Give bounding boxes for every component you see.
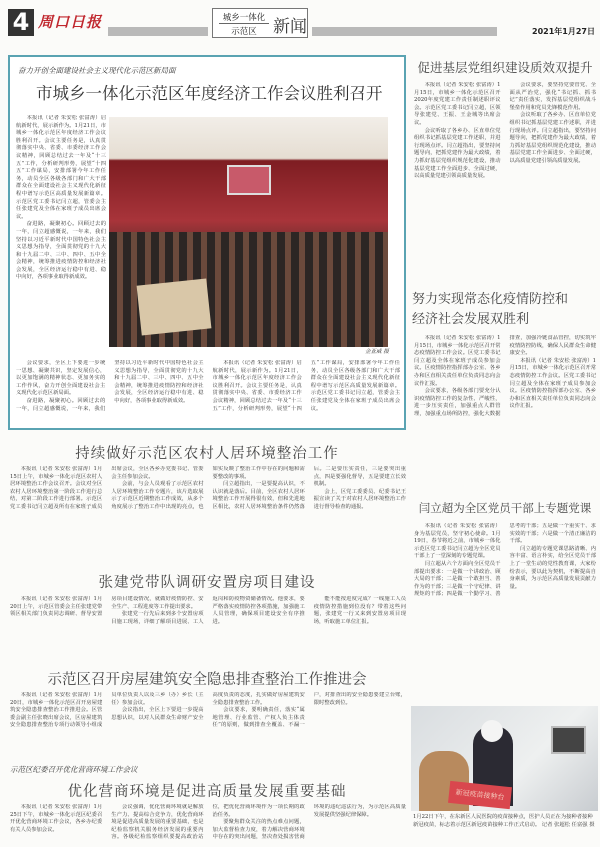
nurse-cap bbox=[481, 720, 503, 742]
paragraph: 本报讯（记者 朱安松 张富涛）1月15日，市城乡一体化示范区召开2020年度党建工作责任制述职评议会。示范区党工委书记闫立超，区领导张建党、王振、王金城等出席会议。 bbox=[414, 82, 501, 126]
section-bottom: 示范区 bbox=[231, 27, 257, 37]
paragraph: 能不能按进度完成？一线施工人员疫情防控措施到位没有？带着这些问题，张建党一行又来到安置房项目现场，听取施工单位汇报。 bbox=[313, 596, 406, 625]
photo-credit: 金亚威 摄 bbox=[365, 349, 389, 355]
article-housing-body bbox=[10, 596, 406, 658]
paragraph: 会议要求，要明确责任，落实“属地管理、行业监管、产权人负主体责任”的原则，做到排查全覆盖、不漏一户，对排查出的安全隐患要建立台账，限时整改到位。 bbox=[212, 692, 406, 729]
paragraph: 会议要求，全区上下要进一步统一思想、凝聚共识，坚定发展信心，以更加饱满的精神状态、更加务实的工作作风，奋力开创全面建设社会主义现代化示范区新局面。 bbox=[16, 360, 106, 397]
lead-title: 市城乡一体化示范区年度经济工作会议胜利召开 bbox=[36, 84, 383, 103]
paragraph: 奋进路，凝聚初心。回顾过去的一年，闫立超感慨说，一年来，我们坚持以习近平新时代中国特色社会主义思想为指导，全面贯彻党的十九大和十九届二中、三中、四中、五中全会精神，统筹推进疫情防控和经济社会发展，全区经济运行稳中有进、稳中向好，各项事业取得新成效。 bbox=[16, 221, 106, 281]
article-rural-body bbox=[10, 466, 406, 560]
paper-logo: 周口日报 bbox=[38, 13, 103, 31]
paragraph: 会议听取了各乡办、区直单位党组织书记抓基层党建工作述职，并进行现场点评。闫立超指出，要坚持问题导向，把抓党建作为最大政绩，着力抓好基层党组织规范化建设，推动基层党建工作全面进步、全面过硬，以高质量党建引领高质量发展。 bbox=[509, 112, 596, 164]
stage-screen bbox=[227, 165, 271, 195]
lead-article bbox=[8, 55, 406, 430]
paragraph: 张建党一行先后来到多个安置房项目施工现场，详细了解项目进展、工人返岗和防疫物资储备情况。他要求，要严格落实疫情防控各项措施，加强施工人员管理，确保项目建设安全有序推进。 bbox=[111, 596, 305, 625]
article-safety-title: 示范区召开房屋建筑安全隐患排查整治工作推进会 bbox=[47, 672, 367, 688]
article-rural-title: 持续做好示范区农村人居环境整治工作 bbox=[75, 446, 339, 462]
computer-monitor bbox=[551, 726, 586, 754]
paragraph: 会前，与会人员观看了示范区农村人居环境整治工作专题片，该片选取展示了示范区近期整治工作成效，从多个角度展示了整治工作中出现的亮点，也如实反映了整治工作中存在的问题和需要整改的事项。 bbox=[111, 466, 305, 510]
paragraph: 本报讯（记者 朱安松 张富涛）1月15日，市城乡一体化示范区召开常态疫情防控工作会议。区党工委书记闫立超及全体在家班子成员参加会议。区疫情防控指挥部办公室、各乡办和区直相关责任单位负责同志向会议作汇报。 bbox=[414, 335, 501, 387]
article-business-title: 优化营商环境是促进高质量发展重要基础 bbox=[67, 784, 347, 800]
right-article-2-body bbox=[414, 335, 596, 485]
issue-date: 2021年1月27日 bbox=[532, 27, 595, 36]
paragraph: 会议指出，全区上下要进一步提高思想认识，以对人民群众生命财产安全高度负责的态度，扎实做好房屋建筑安全隐患排查整治工作。 bbox=[111, 692, 305, 721]
paragraph: 本报讯（记者 朱安松 张富涛）1月20日上午，示范区管委会主任张建党带领区相关部门负责同志调研、督导安置房项目建设情况，就做好疫情防控、安全生产、工程进度等工作提出要求。 bbox=[10, 596, 204, 618]
article-business-subtitle: 示范区纪委召开优化营商环境工作会议 bbox=[10, 765, 138, 774]
right-article-1-title: 促进基层党组织建设质效双提升 bbox=[417, 60, 593, 75]
paragraph: 奋进路，凝聚初心。回顾过去的一年，闫立超感慨说，一年来，我们坚持以习近平新时代中国特色社会主义思想为指导，全面贯彻党的十九大和十九届二中、三中、四中、五中全会精神，统筹推进疫情防控和经济社会发展，全区经济运行稳中有进、稳中向好，各项事业取得新成效。 bbox=[16, 360, 204, 412]
header-bar-left bbox=[108, 27, 208, 36]
paragraph: 本报讯（记者 朱安松 张富涛）启航新时代，展示新作为。1月21日，市城乡一体化示范区年度经济工作会议胜利召开。会议主要任务是，认真贯彻落实中央、省委、市委经济工作会议精神，回顾总结过去一年及“十三五”工作，分析研判形势，展望“十四五”工作谋局，安排部署今年工作任务，动员全区各级各部门和广大干部群众在全面建设社会主义现代化新征程中谱写示范区高质量发展新篇章。示范区党工委书记闫立超，管委会主任张建党及全体在家班子成员出席会议。 bbox=[16, 115, 106, 220]
paragraph: 会议要求，要坚持党要管党、全面从严治党，强化“书记抓、抓书记”责任落实，发挥基层党组织战斗堡垒作用和党员先锋模范作用。 bbox=[509, 82, 596, 111]
section-label bbox=[212, 8, 308, 38]
paragraph: 闫立超的专题党课思路清晰、内容丰富、语言朴实，给全区党员干部上了一堂生动的党性教育课，大家纷纷表示，要以此为契机，不断提高自身素质，为示范区高质量发展贡献力量。 bbox=[509, 545, 596, 590]
page-number: 4 bbox=[8, 9, 34, 36]
header-bar-right bbox=[312, 27, 497, 36]
paragraph: 本报讯（记者 朱安松 张富涛）启航新时代，展示新作为。1月21日，市城乡一体化示范区年度经济工作会议胜利召开。会议主要任务是，认真贯彻落实中央、省委、市委经济工作会议精神，回顾总结过去一年及“十三五”工作，分析研判形势，展望“十四五”工作谋局，安排部署今年工作任务，动员全区各级各部门和广大干部群众在全面建设社会主义现代化新征程中谱写示范区高质量发展新篇章。示范区党工委书记闫立超，管委会主任张建党及全体在家班子成员出席会议。 bbox=[212, 360, 400, 412]
paragraph: 本报讯（记者 朱安松 张富涛）1月15日，市城乡一体化示范区召开常态疫情防控工作会议。区党工委书记闫立超及全体在家班子成员参加会议。区疫情防控指挥部办公室、各乡办和区直相关责任单位负责同志向会议作汇报。 bbox=[509, 357, 596, 410]
article-business-body bbox=[10, 804, 406, 842]
paragraph: 闫立超指出，一是要提高认识，不认识就是落后。目前，全区农村人居环境整治工作开展得很有效，但和先进地区相比，农村人居环境整治条件仍然落后。二是要压实责任，三是要突出重点，四是要强化督导，五是要建立长效机制。 bbox=[212, 466, 406, 510]
vaccination-sign: 新冠疫苗接种台 bbox=[448, 781, 512, 809]
paragraph: 本报讯（记者 朱安松 张富涛）1月20日，市城乡一体化示范区召开房屋建筑安全隐患排查整治工作推进会。区管委会副主任张晓出席会议，区房屋建筑安全隐患排查整治专项行动领导小组成员单位负责人以及三乡（办）乡长（主任）参加会议。 bbox=[10, 692, 204, 729]
right-article-2-title: 努力实现常态化疫情防控和经济社会发展双胜利 bbox=[412, 292, 569, 327]
paragraph: 要聚焦群众关注的热点难点问题，加大监督检查力度，着力解决营商环境中存在的突出问题，坚决查处损害营商环境的违纪违法行为，为示范区高质量发展提供坚强纪律保障。 bbox=[212, 804, 406, 841]
paragraph: 本报讯（记者 朱安松 张富涛）1月15日上午，市城乡一体化示范区农村人居环境整治工作会议召开。会议对全区农村人居环境整治第一阶段工作进行总结，对第二阶段工作进行部署。示范区党工委书记闫立超及所有在家班子成员出席会议，全区各乡办党委书记、管委会主任参加会议。 bbox=[10, 466, 204, 510]
right-article-3-body bbox=[414, 523, 596, 688]
lead-body-col1 bbox=[16, 115, 106, 351]
right-article-3-title: 闫立超为全区党员干部上专题党课 bbox=[418, 501, 592, 515]
lead-body-bottom bbox=[16, 360, 400, 423]
lead-subtitle: 奋力开创全面建设社会主义现代化示范区新局面 bbox=[18, 66, 176, 75]
article-safety-body bbox=[10, 692, 406, 754]
paragraph: 会议强调，优化营商环境就是解放生产力、提高综合竞争力，优化营商环境是促进高质量发展的重要基础，也是纪检监察机关服务经济发展的重要内容。各级纪检监察组织要提高政治站位，把优化营商环境作为一项长期的政治任务。 bbox=[111, 804, 305, 841]
paragraph: 会议要求，各级各部门要充分认识疫情防控工作的复杂性、严峻性，进一步压实责任，加强重点人群管理，加强重点场所防控，强化大数据排查，加强冷链食品管控，切实筑牢疫情防控防线，确保人民群众生命健康安全。 bbox=[414, 335, 596, 417]
section-top: 城乡一体化 bbox=[219, 11, 269, 24]
article-housing-title: 张建党带队调研安置房项目建设 bbox=[98, 575, 316, 591]
paragraph: 闫立超从六个方面向全区党员干部提出要求：一是做一个讲政治、顾大局的干部；二是做一个敢担当、善作为的干部；三是做一个守纪律、讲规矩的干部；四是做一个勤学习、善思考的干部；五是做一个重实干、求实效的干部；六是做一个清正廉洁的干部。 bbox=[414, 523, 596, 598]
paragraph: 本报讯（记者 朱安松 张富涛）身为基层党员，坚守初心使命。1月19日，春节将近之前，市城乡一体化示范区党工委书记闫立超为全区党员干部上了一堂深刻的专题党课。 bbox=[414, 523, 501, 560]
award-plaque bbox=[137, 278, 212, 335]
conference-photo bbox=[109, 117, 388, 347]
vaccination-photo bbox=[411, 706, 598, 811]
photo-caption: 1月22日下午，在东新区人民医院的疫苗接种点，医护人员正在为接种者接种新冠疫苗，标志着示范区新冠疫苗接种工作正式启动。 记者 张超松 任富强 摄 bbox=[413, 814, 595, 828]
section-name: 新闻 bbox=[273, 17, 307, 37]
paragraph: 会议听取了各乡办、区直单位党组织书记抓基层党建工作述职，并进行现场点评。闫立超指出，要坚持问题导向，把抓党建作为最大政绩，着力抓好基层党组织规范化建设，推动基层党建工作全面进步、全面过硬，以高质量党建引领高质量发展。 bbox=[414, 127, 501, 180]
paragraph: 会上，区党工委委员、纪委书记王振宣读了关于对农村人居环境整治工作进行督导检查的通报。 bbox=[313, 488, 406, 510]
paragraph: 本报讯（记者 朱安松 张富涛）1月25日下午，市城乡一体化示范区纪委召开优化营商环境工作会议，各乡办纪委有关人员参加会议。 bbox=[10, 804, 103, 833]
right-article-1-body bbox=[414, 82, 596, 282]
